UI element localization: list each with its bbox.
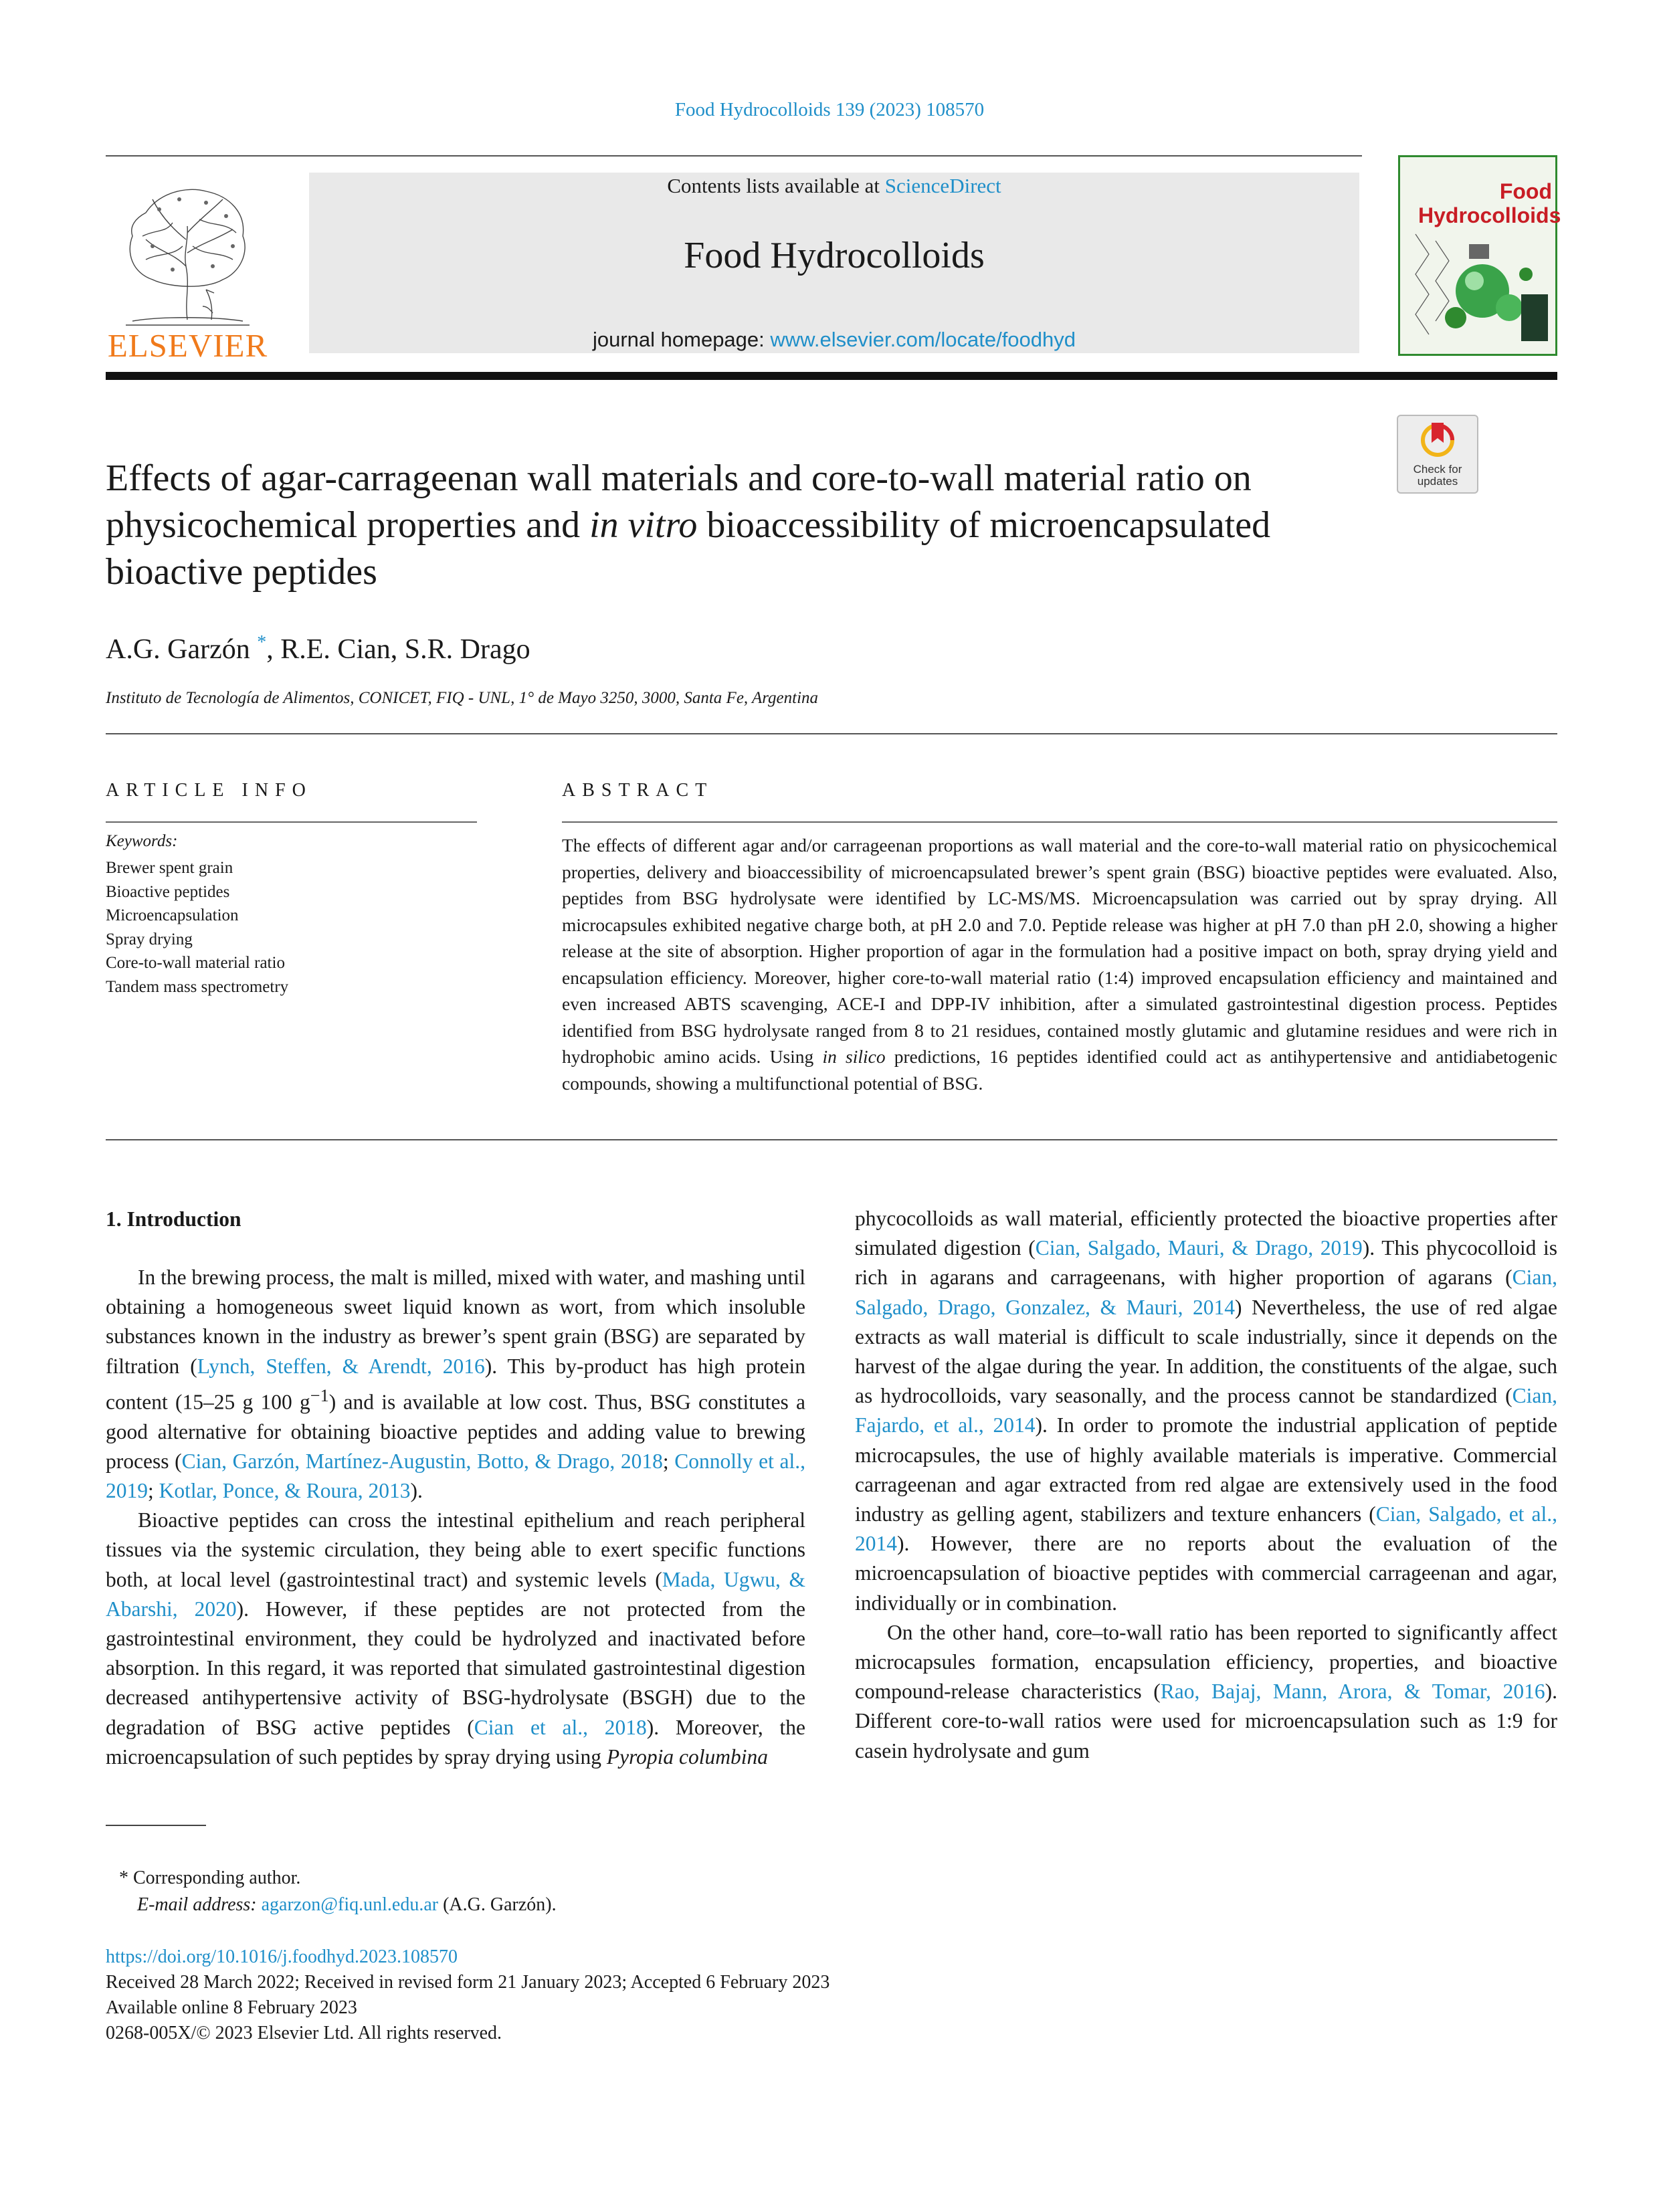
abstract-italic: in silico [822,1046,886,1067]
abstract-rule [562,821,1557,823]
author-affiliation: Instituto de Tecnología de Alimentos, CONICET, FIQ - UNL, 1° de Mayo 3250, 3000, Santa Fe, Argentina [106,689,819,707]
article-info-rule [106,821,477,823]
header-top-rule [106,155,1362,157]
title-part-2: bioaccessibility of microencapsulated bioactive peptides [106,504,1271,593]
text-run: ). Different core-to-wall ratios were used for microencapsulation such as 1:9 for casein hydrolysate and gum [855,1680,1557,1763]
cover-artwork [1402,227,1553,352]
contents-available-line [309,174,1359,198]
abstract-part-1: The effects of different agar and/or carrageenan proportions as wall material and the core-to-wall material ratio on physicochemical properties, delivery and bioaccessibility of microencapsulated brewer’s spent grain (BSG) bioactive peptides were evaluated. Also, peptides from BSG hydrolysate were identified by LC-MS/MS. Microencapsulation was carried out by spray drying. All microcapsules exhibited negative charge both, at pH 2.0 and 7.0. Peptide release was higher at pH 7.0 than pH 2.0, showing a higher release at the site of absorption. Higher proportion of agar in the formulation had a positive impact on both, spray drying yield and encapsulation efficiency. Moreover, higher core-to-wall material ratio (1:4) improved encapsulation efficiency and maintained and even increased ABTS scavenging, ACE-I and DPP-IV inhibition, after a simulated gastrointestinal digestion process. Peptides identified from BSG hydrolysate ranged from 8 to 21 residues, contained mostly glutamic and glutamine residues and were rich in hydrophobic amino acids. Using [562,835,1557,1067]
keyword-item: Tandem mass spectrometry [106,977,289,996]
text-run: phycocolloids as wall material, efficiently protected the bioactive properties after simulated digestion ( [855,1207,1557,1260]
citation-link[interactable]: Cian, Fajardo, et al., 2014 [855,1384,1557,1437]
cover-journal-title: Food Hydrocolloids [1418,179,1561,227]
email-label: E-mail address: [137,1894,257,1915]
sciencedirect-link[interactable]: ScienceDirect [884,174,1001,197]
text-run: ). This by-product has high protein content (15–25 g 100 g [106,1354,805,1414]
other-authors: , R.E. Cian, S.R. Drago [266,634,530,665]
journal-homepage-link[interactable]: www.elsevier.com/locate/foodhyd [770,328,1076,351]
citation-link[interactable]: Connolly et al., 2019 [106,1449,806,1502]
text-run: ; [148,1478,159,1502]
introduction-heading: 1. Introduction [106,1207,241,1231]
homepage-prefix: journal homepage: [592,328,771,351]
email-link[interactable]: agarzon@fiq.unl.edu.ar [261,1894,439,1915]
article-title [106,455,1377,595]
text-run: ). This phycocolloid is rich in agarans and carrageenans, with higher proportion of agarans ( [855,1236,1557,1290]
available-online-date: Available online 8 February 2023 [106,1997,357,2018]
text-run: ). However, if these peptides are not protected from the gastrointestinal environment, they could be hydrolyzed and inactivated before absorption. In this regard, it was reported that simulated gastrointestinal digestion decreased antihypertensive activity of BSG-hydrolysate (BSGH) due to the degradation of BSG active peptides ( [106,1597,805,1739]
intro-paragraph-3 [855,1618,1557,1766]
citation-link[interactable]: Cian, Salgado, Drago, Gonzalez, & Mauri, 2014 [855,1266,1557,1319]
author-garzon[interactable]: A.G. Garzón [106,634,250,665]
citation-link[interactable]: Mada, Ugwu, & Abarshi, 2020 [106,1567,805,1621]
abstract-text [562,832,1557,1096]
text-run: ) Nevertheless, the use of red algae extracts as wall material is difficult to scale industrially, since it depends on the harvest of the algae during the year. In addition, the constituents of the algae, such as hydrocolloids, vary seasonally, and the process cannot be standardized ( [855,1295,1557,1408]
journal-homepage-line [309,328,1359,352]
abstract-part-2: predictions, 16 peptides identified could act as antihypertensive and antidiabetogenic compounds, showing a multifunctional potential of BSG. [562,1046,1557,1094]
copyright-line: 0268-005X/© 2023 Elsevier Ltd. All rights reserved. [106,2023,502,2043]
citation-link[interactable]: Lynch, Steffen, & Arendt, 2016 [197,1354,485,1378]
text-run: ). In order to promote the industrial application of peptide microcapsules, the use of highly available materials is imperative. Commercial carrageenan and agar extracted from red algae are extensively used in the food industry as gelling agent, stabilizers and texture enhancers ( [855,1413,1557,1526]
check-updates-label: Check for updates [1413,463,1462,488]
check-updates-icon [1421,420,1454,462]
keyword-item: Bioactive peptides [106,882,230,901]
footnote-rule [106,1825,206,1826]
text-run: ; [662,1449,675,1473]
contents-prefix: Contents lists available at [667,174,885,197]
intro-paragraph-1 [106,1263,805,1506]
corresponding-author-note: * Corresponding author. [119,1868,301,1888]
citation-link[interactable]: Cian, Salgado, Mauri, & Drago, 2019 [1035,1236,1363,1260]
text-run: ). [410,1478,423,1502]
intro-paragraph-2-continued [855,1204,1557,1618]
citation-link[interactable]: Kotlar, Ponce, & Roura, 2013 [159,1478,411,1502]
citation-link[interactable]: Rao, Bajaj, Mann, Arora, & Tomar, 2016 [1160,1680,1545,1704]
intro-paragraph-2 [106,1506,805,1772]
title-part-1: Effects of agar-carrageenan wall materials and core-to-wall material ratio on physicochemical properties and [106,458,1252,546]
author-list [106,632,530,666]
article-info-heading: ARTICLE INFO [106,780,312,801]
journal-name: Food Hydrocolloids [684,235,985,276]
keywords-list [106,856,288,999]
corresponding-author-mark[interactable]: * [257,632,267,653]
species-name: Pyropia columbina [606,1744,769,1769]
doi-link[interactable]: https://doi.org/10.1016/j.foodhyd.2023.108570 [106,1946,458,1967]
elsevier-wordmark: ELSEVIER [107,327,268,364]
text-run: Bioactive peptides can cross the intestinal epithelium and reach peripheral tissues via the systemic circulation, they being able to exert specific functions both, at local level (gastrointestinal tract) and systemic levels ( [106,1508,805,1591]
citation-link[interactable]: Cian, Salgado, et al., 2014 [855,1502,1557,1556]
keyword-item: Spray drying [106,930,193,948]
text-run: In the brewing process, the malt is milled, mixed with water, and mashing until obtaining a homogeneous sweet liquid known as wort, from which insoluble substances known in the industry as brewer’s spent grain (BSG) are separated by filtration ( [106,1266,805,1378]
text-run: On the other hand, core–to-wall ratio has been reported to significantly affect microcapsules formation, encapsulation efficiency, properties, and bioactive compound-release characteristics ( [855,1620,1557,1704]
text-run: ). Moreover, the microencapsulation of such peptides by spray drying using [106,1715,805,1769]
received-dates: Received 28 March 2022; Received in revised form 21 January 2023; Accepted 6 February 2023 [106,1972,830,1993]
keyword-item: Brewer spent grain [106,859,233,877]
keywords-label: Keywords: [106,832,178,850]
email-owner: (A.G. Garzón). [438,1894,557,1915]
abstract-heading: ABSTRACT [562,780,714,801]
email-note [137,1894,557,1916]
citation-link[interactable]: Cian et al., 2018 [474,1715,647,1739]
superscript: −1 [310,1385,329,1405]
keyword-item: Core-to-wall material ratio [106,954,285,972]
affiliation-rule [106,733,1557,734]
body-right-column [855,1204,1557,1766]
journal-citation-link[interactable]: Food Hydrocolloids 139 (2023) 108570 [674,99,985,120]
keyword-item: Microencapsulation [106,906,239,924]
title-italic: in vitro [589,504,698,546]
header-thick-rule [106,372,1557,380]
body-left-column [106,1263,805,1772]
text-run: ). However, there are no reports about the evaluation of the microencapsulation of bioactive peptides with commercial carrageenan and agar, individually or in combination. [855,1532,1557,1615]
abstract-bottom-rule [106,1139,1557,1140]
citation-link[interactable]: Cian, Garzón, Martínez-Augustin, Botto, & Drago, 2018 [181,1449,663,1473]
text-run: ) and is available at low cost. Thus, BSG constitutes a good alternative for obtaining bioactive peptides and adding value to brewing process ( [106,1390,805,1473]
